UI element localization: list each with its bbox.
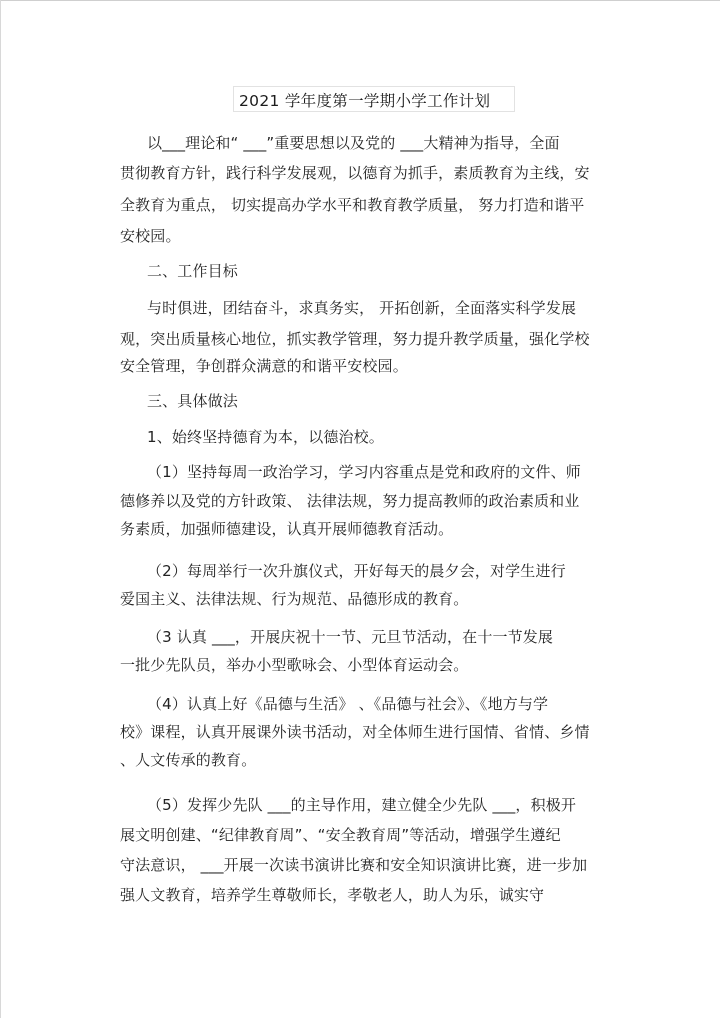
body-line: 与时俱进，团结奋斗，求真务实， 开拓创新，全面落实科学发展 (147, 299, 577, 317)
body-line: 德修养以及党的方针政策、 法律法规，努力提高教师的政治素质和业 (120, 492, 580, 510)
body-line: （1）坚持每周一政治学习，学习内容重点是党和政府的文件、师 (147, 463, 581, 481)
body-line: （4）认真上好《品德与生活》 、《品德与社会》、《地方与学 (147, 695, 549, 713)
body-line: （5）发挥少先队 ___的主导作用，建立健全少先队 ___，积极开 (147, 796, 577, 814)
body-line: （2）每周举行一次升旗仪式，开好每天的晨夕会，对学生进行 (147, 562, 566, 580)
body-line: 贯彻教育方针，践行科学发展观，以德育为抓手，素质教育为主线，安 (120, 164, 590, 182)
section-heading: 二、工作目标 (147, 262, 238, 280)
page-border-top (0, 0, 720, 1)
body-line: 安全管理，争创群众满意的和谐平安校园。 (120, 357, 408, 375)
body-line: （3 认真 ___，开展庆祝十一节、元旦节活动，在十一节发展 (147, 628, 554, 646)
body-line: 校》课程，认真开展课外读书活动，对全体师生进行国情、省情、乡情 (120, 723, 590, 741)
body-line: 全教育为重点， 切实提高办学水平和教育教学质量， 努力打造和谐平 (120, 196, 585, 214)
body-line: 守法意识， ___开展一次读书演讲比赛和安全知识演讲比赛，进一步加 (120, 856, 588, 874)
body-line: 爱国主义、法律法规、行为规范、品德形成的教育。 (120, 590, 469, 608)
section-heading: 三、具体做法 (147, 392, 238, 410)
body-line: 展文明创建、“纪律教育周”、“安全教育周”等活动，增强学生遵纪 (120, 826, 561, 844)
body-line: 以___理论和“ ___”重要思想以及党的 ___大精神为指导，全面 (147, 134, 560, 152)
body-line: 一批少先队员，举办小型歌咏会、小型体育运动会。 (120, 656, 469, 674)
body-line: 观，突出质量核心地位，抓实教学管理，努力提升教学质量，强化学校 (120, 330, 590, 348)
body-line: 务素质，加强师德建设，认真开展师德教育活动。 (120, 520, 454, 538)
body-line: 、人文传承的教育。 (120, 751, 257, 769)
body-line: 安校园。 (120, 227, 181, 245)
body-line: 强人文教育，培养学生尊敬师长，孝敬老人，助人为乐，诚实守 (120, 886, 545, 904)
document-title: 2021 学年度第一学期小学工作计划 (239, 92, 491, 110)
page-border-left (0, 0, 1, 1018)
sub-heading: 1、始终坚持德育为本，以德治校。 (147, 428, 384, 446)
